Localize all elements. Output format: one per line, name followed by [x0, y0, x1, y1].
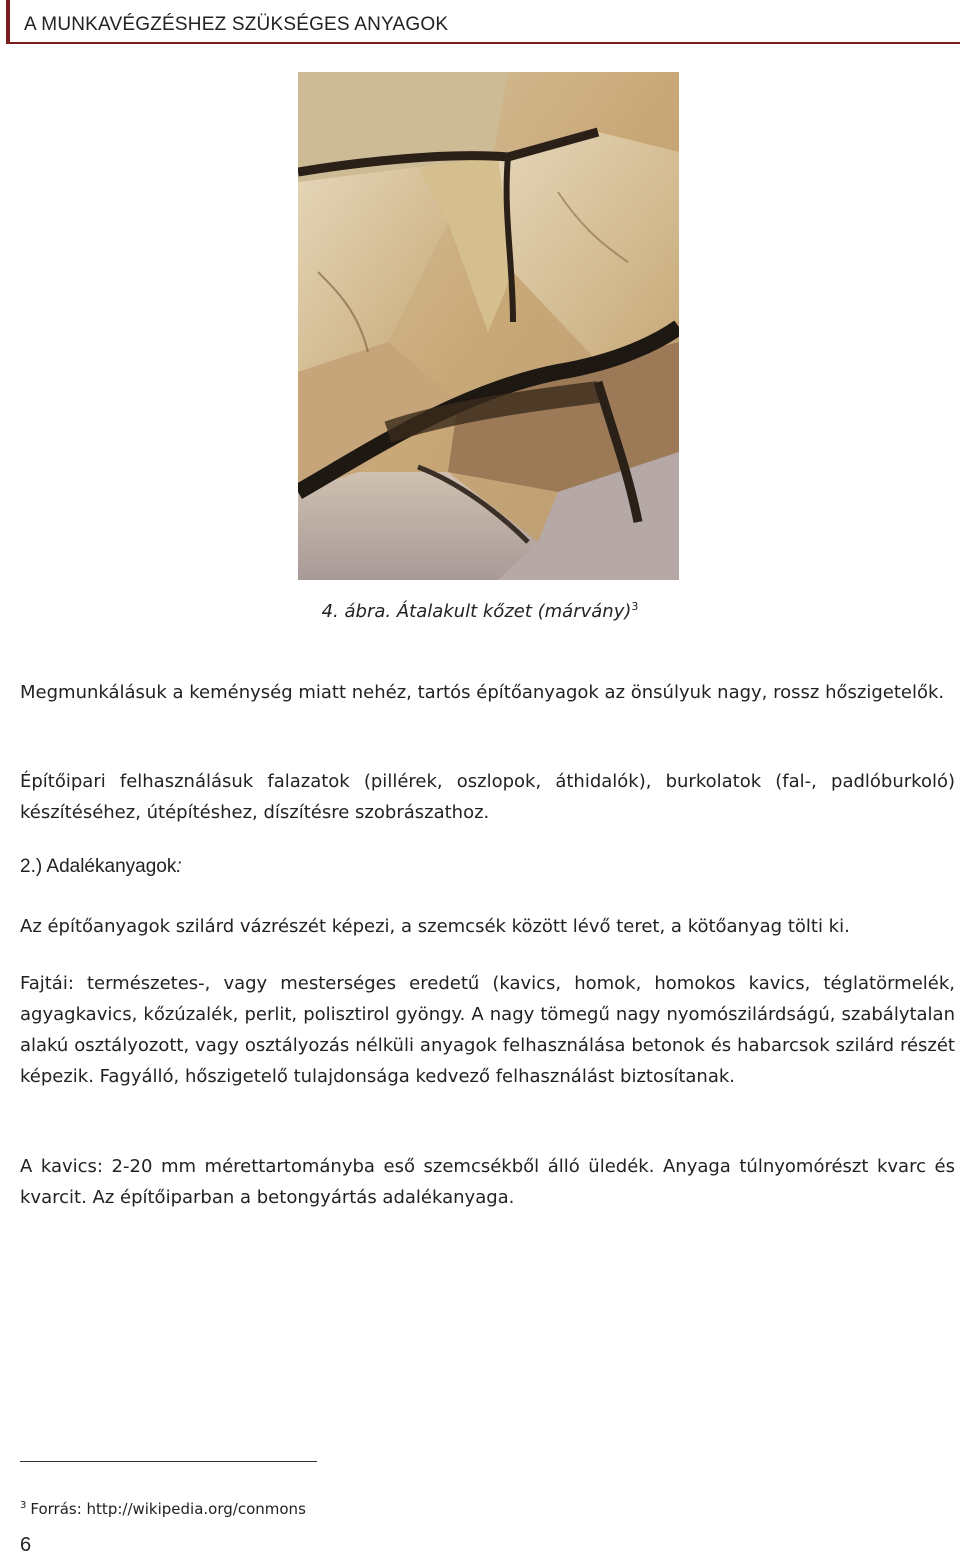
- footnote: [20, 1500, 306, 1518]
- figure-caption-text: 4. ábra. Átalakult kőzet (márvány): [321, 601, 632, 622]
- section-heading-colon: :: [176, 856, 182, 877]
- section-heading-text: 2.) Adalékanyagok: [20, 856, 177, 877]
- paragraph-types: Fajtái: természetes-, vagy mesterséges eredetű (kavics, homok, homokos kavics, téglatörmelék, agyagkavics, kőzúzalék, perlit, polisztirol gyöngy. A nagy tömegű nagy nyomószilárdságú, szabálytalan alakú osztályozott, vagy osztályozás nélküli anyagok felhasználása betonok és habarcsok szilárd részét képezik. Fagyálló, hőszigetelő tulajdonsága kedvező felhasználást biztosítanak.: [20, 973, 955, 1087]
- caption-footnote-ref: 3: [631, 600, 639, 613]
- paragraph-usage: Építőipari felhasználásuk falazatok (pillérek, oszlopok, áthidalók), burkolatok (fal-, padlóburkoló) készítéséhez, útépítéshez, díszítésre szobrászathoz.: [20, 771, 955, 823]
- page-number: 6: [20, 1534, 32, 1556]
- figure-caption: [0, 600, 960, 622]
- page-header: [6, 0, 960, 44]
- header-title: A MUNKAVÉGZÉSHEZ SZÜKSÉGES ANYAGOK: [24, 14, 449, 35]
- footnote-number: 3: [20, 1500, 27, 1511]
- marble-rock-photo: [298, 72, 679, 580]
- footnote-text: Forrás: http://wikipedia.org/conmons: [30, 1500, 306, 1518]
- paragraph-properties: Megmunkálásuk a keménység miatt nehéz, tartós építőanyagok az önsúlyuk nagy, rossz hőszigetelők.: [20, 682, 945, 703]
- footnote-divider: [20, 1461, 317, 1462]
- paragraph-gravel: A kavics: 2-20 mm mérettartományba eső szemcsékből álló üledék. Anyaga túlnyomórészt kvarc és kvarcit. Az építőiparban a betongyártás adalékanyaga.: [20, 1156, 955, 1208]
- paragraph-definition: Az építőanyagok szilárd vázrészét képezi, a szemcsék között lévő teret, a kötőanyag tölti ki.: [20, 916, 850, 937]
- section-heading: [20, 856, 182, 878]
